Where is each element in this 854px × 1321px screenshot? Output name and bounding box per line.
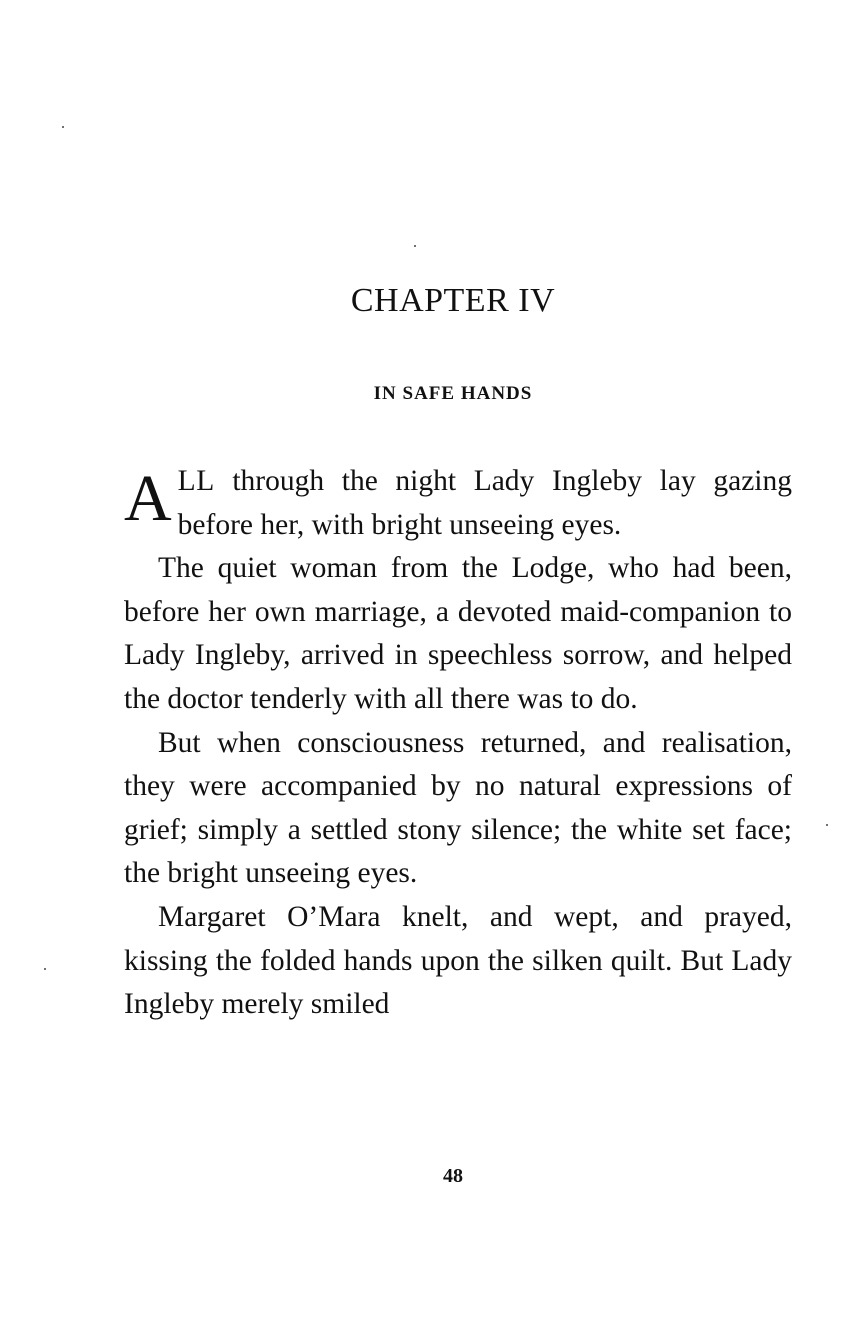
paragraph-2: The quiet woman from the Lodge, who had been, before her own marriage, a devoted maid-companion to Lady Ingleby, arrived in speechless sorrow, and helped the doctor tenderly with all there was to do.: [124, 552, 792, 715]
chapter-subtitle: IN SAFE HANDS: [373, 383, 533, 404]
drop-cap: A: [124, 462, 172, 535]
chapter-body: [124, 460, 792, 1027]
paragraph-1: [124, 460, 792, 547]
paper-speck: [44, 968, 46, 970]
drop-cap-continuation: LL: [177, 465, 215, 497]
paragraph-3: But when consciousness returned, and realisation, they were accompanied by no natural expressions of grief; simply a settled stony silence; the white set face; the bright unseeing eyes.: [124, 726, 792, 890]
paragraph-1-text: through the night Lady Ingleby lay gazing before her, with bright unseeing eyes.: [177, 465, 792, 541]
paper-speck: [414, 245, 416, 247]
paper-speck: [62, 126, 64, 128]
paragraph-4: Margaret O’Mara knelt, and wept, and prayed, kissing the folded hands upon the silken quilt. But Lady Ingleby merely smiled: [124, 900, 792, 1021]
paper-speck: [826, 824, 828, 826]
chapter-heading: CHAPTER IV: [350, 282, 556, 319]
page-number: 48: [443, 1165, 463, 1187]
